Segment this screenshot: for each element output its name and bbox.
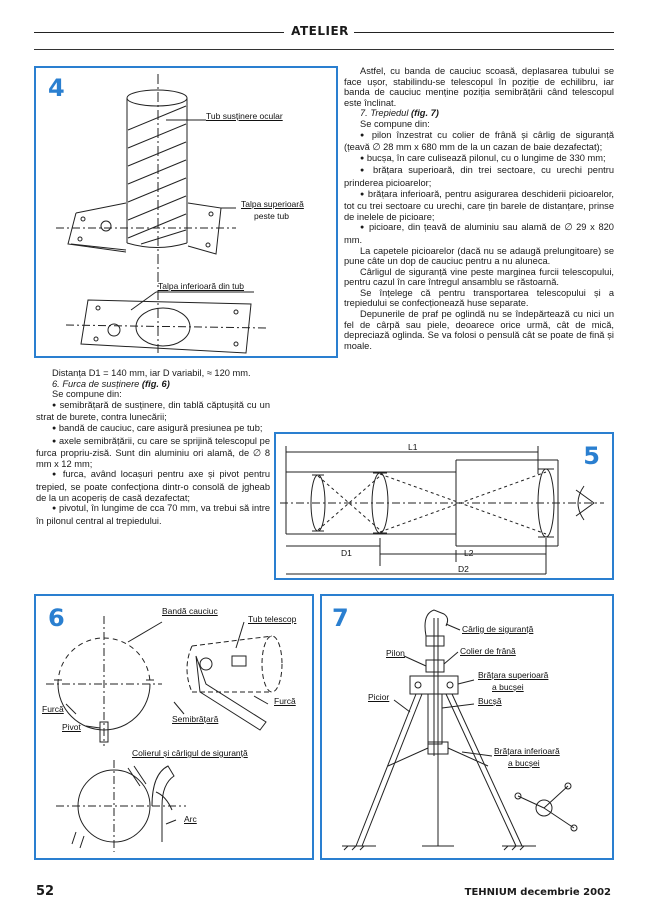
list-item: ● semibrățară de susținere, din tablă căptușită cu un strat de burete, contra lunecării; [36, 400, 270, 423]
section-heading: 6. Furca de susținere (fig. 6) [52, 378, 170, 389]
label-l1: L1 [408, 442, 418, 452]
figure-7 [320, 594, 614, 860]
figure-7-drawing [322, 596, 616, 862]
paragraph: Depunerile de praf pe oglindă nu se îndepărtează cu nici un fel de cârpă sau piele, deoarece orice urmă, cât de mică, depreciază oglinda. Se va folosi o pensulă cât se poate de fină și moale. [344, 309, 614, 351]
figure-4 [34, 66, 338, 358]
figure-number: 7 [332, 604, 349, 632]
label-colier-carlig: Colierul și cârligul de siguranță [132, 748, 248, 758]
header-rule-right [354, 32, 614, 33]
label-furca-right: Furcă [274, 696, 296, 706]
figure-4-drawing [36, 68, 340, 360]
label-d1: D1 [341, 548, 352, 558]
label-colier-frana: Colier de frână [460, 646, 516, 656]
magazine-issue: TEHNIUM decembrie 2002 [464, 887, 611, 898]
list-item: ● axele semibrățării, cu care se sprijină telescopul pe furca propriu-zisă. Sunt din aluminiu ori alamă, de ∅ 8 mm x 12 mm; [36, 436, 270, 470]
label-picior: Picior [368, 692, 390, 702]
label-carlig-siguranta: Cârlig de siguranță [462, 624, 534, 634]
header-rule-left [34, 32, 284, 33]
list-item: ● picioare, din țeavă de aluminiu sau alamă de ∅ 29 x 820 mm. [344, 222, 614, 245]
figure-number: 5 [583, 442, 600, 470]
paragraph: Cârligul de siguranță vine peste marginea furcii telescopului, pentru cazul în care întregul ansamblu se răstoarnă. [344, 266, 614, 288]
list-item: ● bandă de cauciuc, care asigură presiunea pe tub; [36, 423, 270, 436]
list-item: ● pilon înzestrat cu colier de frână și cârlig de siguranță (țeavă ∅ 28 mm x 680 mm de la un cazan de baie dezafectat); [344, 130, 614, 153]
label-pivot: Pivot [62, 722, 81, 732]
label-bucsa: Bucșă [478, 696, 502, 706]
figure-5-drawing [276, 434, 616, 582]
figure-6 [34, 594, 314, 860]
paragraph: Astfel, cu banda de cauciuc scoasă, deplasarea tubului se face ușor, stabilindu-se telescopul în poziție de echilibru, iar banda de cauciuc menține poziția semibrățării când telescopul este înclinat. [344, 66, 614, 108]
paragraph: Se compune din: [360, 118, 430, 129]
section-heading: 7. Trepiedul (fig. 7) [360, 108, 439, 119]
right-column-text [344, 66, 614, 351]
label-pilon: Pilon [386, 648, 405, 658]
label-d2: D2 [458, 564, 469, 574]
label-semibratara: Semibrățară [172, 714, 219, 724]
figure-5 [274, 432, 614, 580]
paragraph: Distanța D1 = 140 mm, iar D variabil, ≈ 120 mm. [52, 368, 251, 378]
paragraph: Se compune din: [52, 389, 122, 400]
label-l2: L2 [464, 548, 474, 558]
label-talpa-superioara: Talpa superioară [241, 199, 304, 209]
list-item: ● bucșa, în care culisează pilonul, cu o lungime de 330 mm; [344, 153, 614, 166]
header-rule-bottom [34, 49, 614, 50]
figure-number: 4 [48, 74, 65, 102]
list-item: ● pivotul, în lungime de cca 70 mm, va trebui să intre în pilonul central al trepiedului. [36, 503, 270, 526]
list-item: ● brățara superioară, din trei sectoare, cu urechi pentru prinderea picioarelor; [344, 165, 614, 188]
label-talpa-inferioara: Talpa inferioară din tub [158, 281, 245, 291]
paragraph: Se înțelege că pentru transportarea telescopului și a trepiedului se confecționează huse separate. [344, 287, 614, 309]
label-bratara-superioara: Brățara superioară [478, 670, 549, 680]
list-item: ● brățara inferioară, pentru asigurarea deschiderii picioarelor, tot cu trei sectoare cu urechi, care țin barele de distanțare, prinse de inelele de picioare; [344, 189, 614, 223]
label-peste-tub: peste tub [254, 211, 289, 221]
label-banda-cauciuc: Bandă cauciuc [162, 606, 218, 616]
list-item: ● furca, având locașuri pentru axe și pivot pentru trepied, se poate confecționa dintr-o consolă de jgheab de la un acoperiș de casă dezafectat; [36, 469, 270, 503]
page-number: 52 [36, 884, 55, 899]
left-column-text [36, 368, 270, 526]
label-furca-left: Furcă [42, 704, 64, 714]
label-bratara-inferioara: Brățara inferioară [494, 746, 560, 756]
label-tub-sustinere: Tub susținere ocular [206, 111, 283, 121]
label-a-bucsei-2: a bucșei [508, 758, 540, 768]
paragraph: La capetele picioarelor (dacă nu se adaugă prelungitoare) se pune câte un dop de cauciuc pentru a nu aluneca. [344, 245, 614, 267]
label-tub-telescop: Tub telescop [248, 614, 297, 624]
label-a-bucsei-1: a bucșei [492, 682, 524, 692]
section-title: ATELIER [291, 24, 349, 38]
figure-number: 6 [48, 604, 65, 632]
label-arc: Arc [184, 814, 197, 824]
